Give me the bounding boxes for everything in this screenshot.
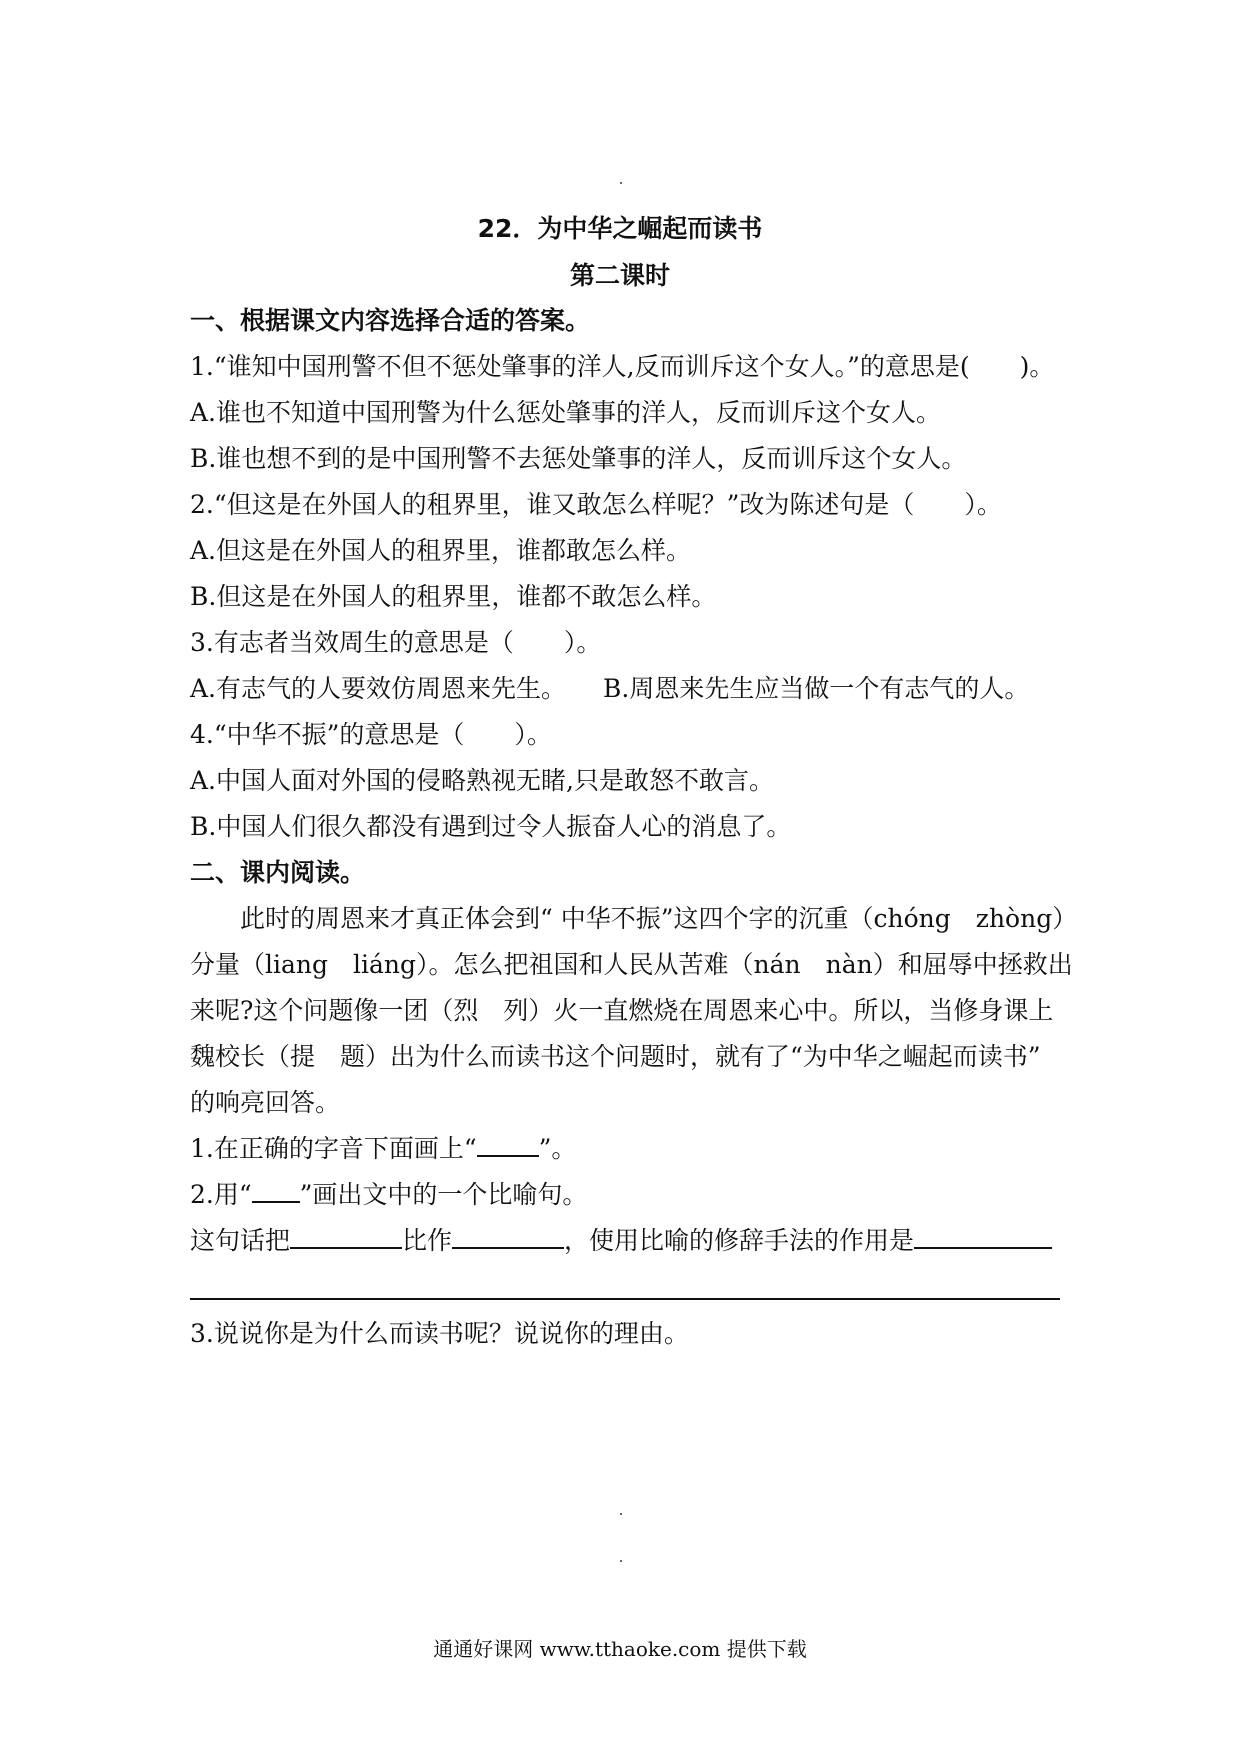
answer-blank[interactable]: [290, 1227, 402, 1249]
passage-line: 的响亮回答。: [190, 1088, 341, 1117]
reading-question-2: [190, 1179, 587, 1211]
question-3-option-b: B.周恩来先生应当做一个有志气的人。: [603, 674, 1030, 703]
footer-text: 通通好课网 www.tthaoke.com 提供下载: [433, 1637, 807, 1661]
reading-question-3: 3.说说你是为什么而读书呢？说说你的理由。: [190, 1319, 689, 1348]
scan-dot: [620, 1560, 622, 1562]
reading-question-2-end: ”画出文中的一个比喻句。: [299, 1180, 588, 1209]
passage-line: 分量（liang liáng）。怎么把祖国和人民从苦难（nán nàn）和屈辱中拯救出: [190, 950, 1073, 979]
question-4: 4.“中华不振”的意思是（ ）。: [190, 720, 552, 749]
underline-sample: [252, 1181, 300, 1203]
fill-text: 这句话把: [190, 1226, 291, 1255]
passage-line: 来呢?这个问题像一团（烈 列）火一直燃烧在周恩来心中。所以，当修身课上: [190, 996, 1054, 1025]
reading-question-2-text: 2.用“: [190, 1180, 252, 1209]
page-title: 22．为中华之崛起而读书: [477, 214, 763, 243]
fill-text: ，使用比喻的修辞手法的作用是: [564, 1226, 915, 1255]
question-3-option-a: A.有志气的人要效仿周恩来先生。: [190, 674, 567, 703]
question-2-option-a: A.但这是在外国人的租界里，谁都敢怎么样。: [190, 536, 692, 565]
underline-sample: [477, 1135, 539, 1157]
answer-line[interactable]: [190, 1298, 1060, 1300]
question-2-option-b: B.但这是在外国人的租界里，谁都不敢怎么样。: [190, 582, 717, 611]
section-2-heading: 二、课内阅读。: [190, 858, 366, 887]
question-1-option-a: A.谁也不知道中国刑警为什么惩处肇事的洋人，反而训斥这个女人。: [190, 398, 942, 427]
page-subtitle: 第二课时: [569, 261, 670, 290]
reading-question-1-text: 1.在正确的字音下面画上“: [190, 1134, 477, 1163]
scan-dot: [620, 1513, 622, 1515]
reading-question-1-end: ”。: [538, 1134, 577, 1163]
fill-text: 比作: [402, 1226, 453, 1255]
question-4-option-b: B.中国人们很久都没有遇到过令人振奋人心的消息了。: [190, 812, 792, 841]
question-1: 1.“谁知中国刑警不但不惩处肇事的洋人,反而训斥这个女人。”的意思是( )。: [190, 352, 1055, 381]
passage-line: 此时的周恩来才真正体会到“ 中华不振”这四个字的沉重（chóng zhòng）: [240, 904, 1078, 933]
scan-dot: [620, 182, 622, 184]
passage-line: 魏校长（提 题）出为什么而读书这个问题时，就有了“为中华之崛起而读书”: [190, 1042, 1041, 1071]
question-1-option-b: B.谁也想不到的是中国刑警不去惩处肇事的洋人，反而训斥这个女人。: [190, 444, 967, 473]
answer-blank[interactable]: [914, 1227, 1052, 1249]
question-4-option-a: A.中国人面对外国的侵略熟视无睹,只是敢怒不敢言。: [190, 766, 774, 795]
section-1-heading: 一、根据课文内容选择合适的答案。: [190, 306, 591, 335]
reading-question-1: [190, 1133, 576, 1165]
question-2: 2.“但这是在外国人的租界里，谁又敢怎么样呢？”改为陈述句是（ ）。: [190, 490, 1002, 519]
question-3: 3.有志者当效周生的意思是（ ）。: [190, 628, 602, 657]
answer-blank[interactable]: [452, 1227, 564, 1249]
simile-fill-line: [190, 1225, 1052, 1257]
